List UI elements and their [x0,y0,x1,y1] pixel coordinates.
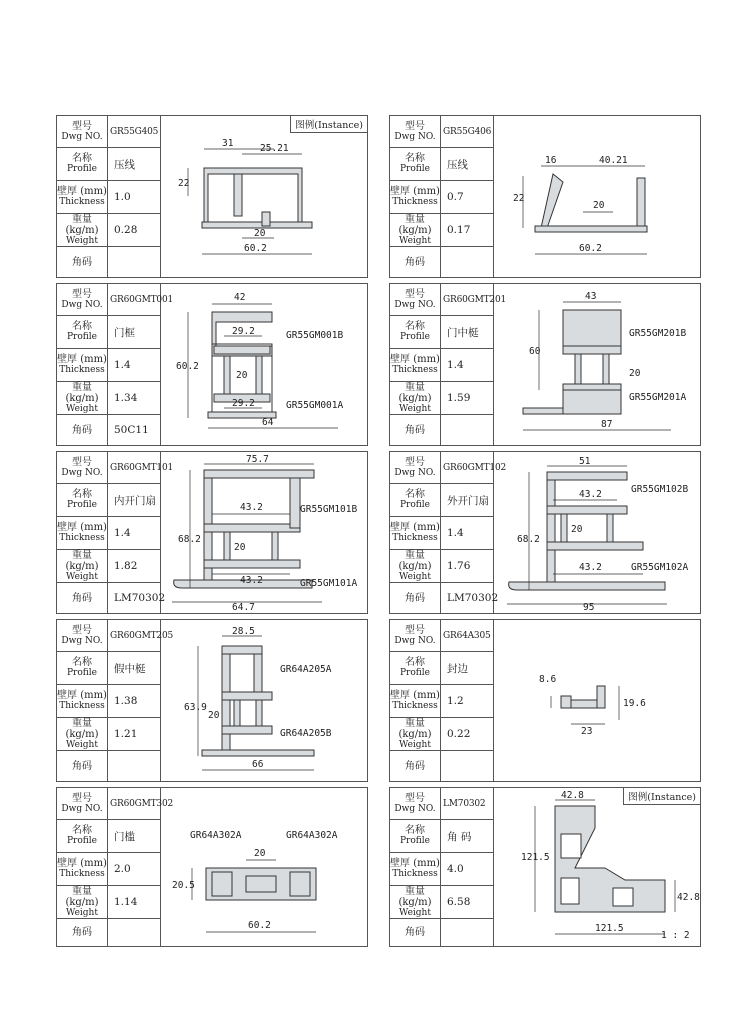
dim-19-6: 19.6 [623,698,646,709]
corner-value [108,919,161,946]
weight-value: 6.58 [441,886,494,918]
profile-label: 名称 Profile [390,316,441,348]
part-label-a: GR55GM201A [629,392,687,403]
profile-label: 名称 Profile [57,316,108,348]
model-label: 型号 Dwg NO. [57,788,108,819]
dim-42: 42 [234,292,246,303]
dim-43-2: 43.2 [240,502,263,513]
profile-label: 名称 Profile [390,820,441,852]
profile-card-gr55g405 [56,115,368,278]
corner-label: 角码 [57,751,108,781]
weight-value: 0.17 [441,214,494,246]
profile-drawing [495,116,700,277]
dim-40-21: 40.21 [599,155,628,166]
weight-value: 1.59 [441,382,494,414]
part-label-a: GR55GM102A [631,562,689,573]
dim-20: 20 [236,370,248,381]
dim-20: 20 [593,200,605,211]
dim-22: 22 [513,193,525,204]
dim-60-2: 60.2 [248,920,271,931]
dim-28-5: 28.5 [232,626,255,637]
model-value: GR60GMT001 [108,284,161,315]
dim-66: 66 [252,759,264,770]
dim-121-5: 121.5 [521,852,550,863]
profile-card-lm70302 [389,787,701,947]
model-value: GR60GMT302 [108,788,161,819]
thickness-label: 壁厚 (mm) Thickness [57,181,108,213]
dim-16: 16 [545,155,557,166]
model-value: GR55G405 [108,116,161,147]
part-label-b: GR55GM101B [300,504,358,515]
corner-label: 角码 [57,919,108,946]
dim-121-5b: 121.5 [595,923,624,934]
dim-64: 64 [262,417,274,428]
weight-label: 重量 (kg/m) Weight [57,718,108,750]
corner-label: 角码 [57,247,108,277]
weight-label: 重量 (kg/m) Weight [390,886,441,918]
weight-label: 重量 (kg/m) Weight [57,214,108,246]
dim-60-2: 60.2 [176,361,199,372]
dim-60-2: 60.2 [579,243,602,254]
corner-value [441,751,494,781]
profile-drawing [495,452,700,613]
profile-card-gr60gmt302 [56,787,368,947]
thickness-label: 壁厚 (mm) Thickness [57,685,108,717]
thickness-value: 1.4 [441,349,494,381]
thickness-label: 壁厚 (mm) Thickness [390,853,441,885]
dim-42-8b: 42.8 [677,892,700,903]
thickness-label: 壁厚 (mm) Thickness [390,181,441,213]
corner-label: 角码 [390,751,441,781]
profile-value: 外开门扇 [441,484,494,516]
profile-label: 名称 Profile [57,820,108,852]
part-label-b: GR55GM102B [631,484,689,495]
profile-drawing [162,620,367,781]
thickness-label: 壁厚 (mm) Thickness [390,517,441,549]
profile-drawing [495,284,700,445]
profile-card-gr64a305 [389,619,701,782]
profile-label: 名称 Profile [390,148,441,180]
dim-43: 43 [585,291,597,302]
dim-42-8: 42.8 [561,790,584,801]
thickness-value: 0.7 [441,181,494,213]
profile-value: 假中梃 [108,652,161,684]
part-label-a: GR55GM101A [300,578,358,589]
dim-20: 20 [208,710,220,721]
weight-label: 重量 (kg/m) Weight [390,550,441,582]
dim-20: 20 [234,542,246,553]
corner-label: 角码 [390,247,441,277]
profile-value: 内开门扇 [108,484,161,516]
dim-68-2: 68.2 [517,534,540,545]
part-label-a: GR55GM001A [286,400,344,411]
model-label: 型号 Dwg NO. [390,788,441,819]
dim-63-9: 63.9 [184,702,207,713]
model-value: GR60GMT205 [108,620,161,651]
profile-card-gr60gmt001 [56,283,368,446]
dim-20: 20 [629,368,641,379]
profile-drawing [495,788,700,946]
scale-label: 1 : 2 [661,930,690,941]
model-value: LM70302 [441,788,494,819]
profile-value: 压线 [441,148,494,180]
model-label: 型号 Dwg NO. [57,116,108,147]
weight-label: 重量 (kg/m) Weight [390,214,441,246]
instance-label: 图例(Instance) [623,788,700,805]
profile-drawing [495,620,700,781]
profile-card-gr60gmt205 [56,619,368,782]
profile-label: 名称 Profile [57,148,108,180]
weight-label: 重量 (kg/m) Weight [57,550,108,582]
dim-87: 87 [601,419,613,430]
dim-51: 51 [579,456,591,467]
model-value: GR60GMT201 [441,284,494,315]
dim-25-21: 25.21 [260,143,289,154]
dim-43-2b: 43.2 [579,562,602,573]
model-value: GR55G406 [441,116,494,147]
model-value: GR60GMT101 [108,452,161,483]
model-label: 型号 Dwg NO. [390,452,441,483]
dim-8-6: 8.6 [539,674,557,685]
thickness-value: 1.0 [108,181,161,213]
profile-card-gr60gmt101 [56,451,368,614]
thickness-value: 1.4 [108,349,161,381]
dim-20: 20 [254,848,266,859]
weight-label: 重量 (kg/m) Weight [57,382,108,414]
profile-label: 名称 Profile [390,652,441,684]
dim-60-2: 60.2 [244,243,267,254]
thickness-value: 2.0 [108,853,161,885]
profile-card-gr60gmt201 [389,283,701,446]
weight-value: 1.21 [108,718,161,750]
weight-value: 1.34 [108,382,161,414]
corner-label: 角码 [390,583,441,613]
model-label: 型号 Dwg NO. [390,284,441,315]
thickness-label: 壁厚 (mm) Thickness [390,349,441,381]
dim-29-2b: 29.2 [232,398,255,409]
corner-value: LM70302 [108,583,161,613]
profile-drawing [162,452,367,613]
part-label-b: GR64A205B [280,728,332,739]
weight-value: 1.76 [441,550,494,582]
profile-value: 门框 [108,316,161,348]
dim-95: 95 [583,602,595,613]
profile-value: 角 码 [441,820,494,852]
model-value: GR64A305 [441,620,494,651]
thickness-label: 壁厚 (mm) Thickness [390,685,441,717]
corner-label: 角码 [390,415,441,445]
instance-label: 图例(Instance) [290,116,367,133]
thickness-value: 1.4 [108,517,161,549]
dim-31: 31 [222,138,234,149]
thickness-value: 1.2 [441,685,494,717]
profile-value: 封边 [441,652,494,684]
dim-29-2: 29.2 [232,326,255,337]
weight-label: 重量 (kg/m) Weight [390,382,441,414]
corner-value [108,247,161,277]
profile-drawing [162,116,367,277]
profile-value: 门中梃 [441,316,494,348]
dim-43-2: 43.2 [579,489,602,500]
part-label-left: GR64A302A [190,830,242,841]
weight-value: 1.82 [108,550,161,582]
dim-20: 20 [254,228,266,239]
part-label-a: GR64A205A [280,664,332,675]
model-value: GR60GMT102 [441,452,494,483]
dim-68-2: 68.2 [178,534,201,545]
corner-label: 角码 [57,583,108,613]
model-label: 型号 Dwg NO. [57,284,108,315]
part-label-b: GR55GM201B [629,328,687,339]
profile-label: 名称 Profile [57,484,108,516]
weight-value: 0.28 [108,214,161,246]
profile-label: 名称 Profile [57,652,108,684]
profile-value: 门槛 [108,820,161,852]
profile-drawing [162,788,367,946]
corner-label: 角码 [57,415,108,445]
weight-value: 0.22 [441,718,494,750]
weight-label: 重量 (kg/m) Weight [390,718,441,750]
part-label-right: GR64A302A [286,830,338,841]
thickness-label: 壁厚 (mm) Thickness [57,853,108,885]
corner-value [441,247,494,277]
dim-20: 20 [571,524,583,535]
profile-card-gr60gmt102 [389,451,701,614]
dim-64-7: 64.7 [232,602,255,613]
thickness-value: 4.0 [441,853,494,885]
part-label-b: GR55GM001B [286,330,344,341]
dim-75-7: 75.7 [246,454,269,465]
model-label: 型号 Dwg NO. [390,116,441,147]
dim-43-2b: 43.2 [240,575,263,586]
corner-value: 50C11 [108,415,161,445]
weight-label: 重量 (kg/m) Weight [57,886,108,918]
profile-label: 名称 Profile [390,484,441,516]
profile-drawing [162,284,367,445]
profile-card-gr55g406 [389,115,701,278]
thickness-value: 1.4 [441,517,494,549]
thickness-value: 1.38 [108,685,161,717]
weight-value: 1.14 [108,886,161,918]
corner-value: LM70302 [441,583,494,613]
thickness-label: 壁厚 (mm) Thickness [57,349,108,381]
model-label: 型号 Dwg NO. [57,452,108,483]
corner-value [108,751,161,781]
model-label: 型号 Dwg NO. [390,620,441,651]
corner-label: 角码 [390,919,441,946]
model-label: 型号 Dwg NO. [57,620,108,651]
corner-value [441,415,494,445]
dim-23: 23 [581,726,593,737]
profile-value: 压线 [108,148,161,180]
corner-value [441,919,494,946]
thickness-label: 壁厚 (mm) Thickness [57,517,108,549]
dim-60: 60 [529,346,541,357]
dim-22: 22 [178,178,190,189]
dim-20-5: 20.5 [172,880,195,891]
